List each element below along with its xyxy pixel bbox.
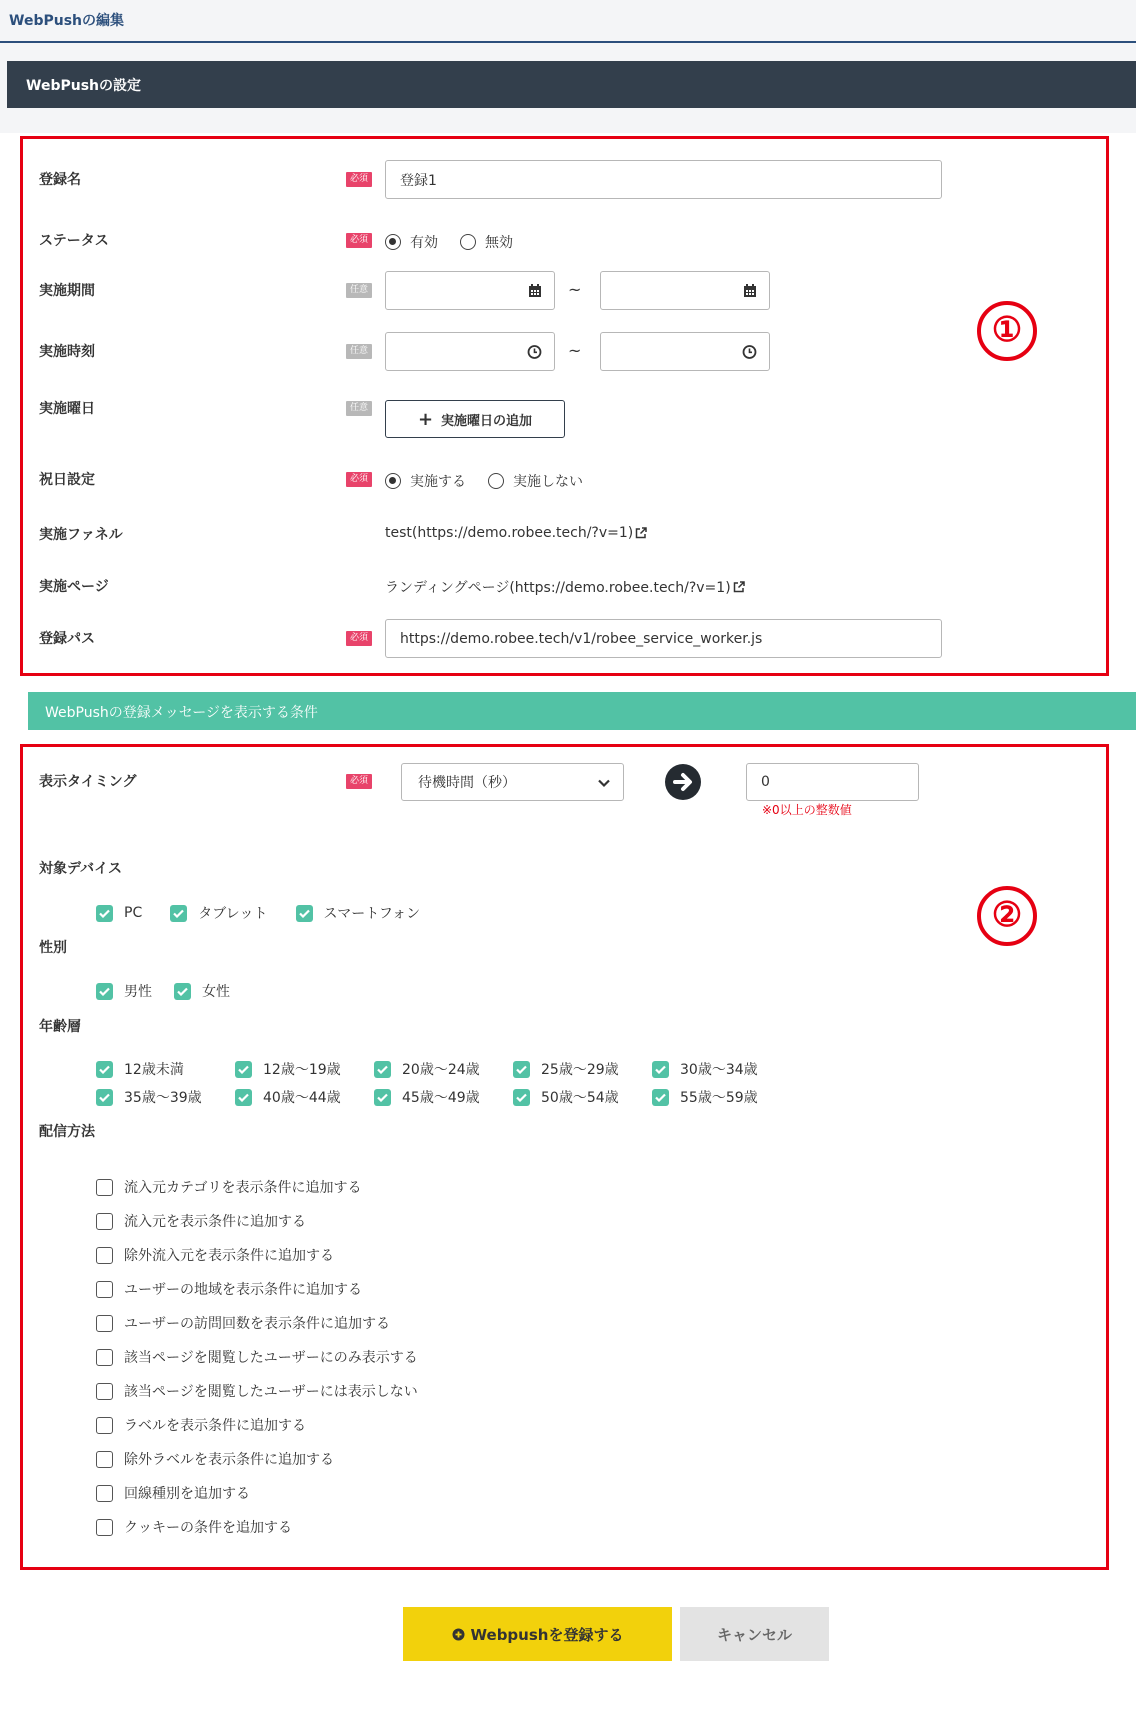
time-start-input[interactable] [385, 332, 555, 371]
device-label: タブレット [198, 906, 268, 922]
delivery-option[interactable] [96, 1211, 306, 1231]
cancel-button[interactable] [680, 1607, 829, 1661]
devices-label: 対象デバイス [39, 861, 123, 877]
status-option-label: 有効 [410, 235, 438, 251]
add-weekday-button[interactable] [385, 400, 565, 438]
checkbox-checked[interactable] [235, 1061, 252, 1078]
checkbox-unchecked[interactable] [96, 1179, 113, 1196]
page-header [0, 0, 1136, 43]
delivery-option[interactable] [96, 1381, 418, 1401]
delivery-option[interactable] [96, 1449, 334, 1469]
delivery-option-label: 該当ページを閲覧したユーザーには表示しない [124, 1384, 418, 1400]
age-option[interactable] [96, 1059, 235, 1079]
checkbox-unchecked[interactable] [96, 1519, 113, 1536]
time-label: 実施時刻 [39, 344, 95, 360]
status-option-label: 無効 [485, 235, 513, 251]
required-badge: 必須 [346, 631, 372, 646]
time-separator: ~ [568, 341, 582, 360]
period-end-input[interactable] [600, 271, 770, 310]
delivery-option[interactable] [96, 1347, 418, 1367]
age-option-label: 12歳～19歳 [263, 1062, 341, 1078]
add-weekday-label: 実施曜日の追加 [441, 413, 533, 429]
status-label: ステータス [39, 233, 109, 249]
period-label: 実施期間 [39, 283, 95, 299]
timing-select-value: 待機時間（秒） [418, 775, 516, 791]
timing-note: ※0以上の整数値 [762, 803, 852, 817]
holiday-option-label: 実施する [410, 474, 466, 490]
delivery-option-label: クッキーの条件を追加する [124, 1520, 292, 1536]
age-option-label: 50歳～54歳 [541, 1090, 619, 1106]
checkbox-checked[interactable] [96, 983, 113, 1000]
gender-female[interactable] [174, 981, 230, 1001]
funnel-link[interactable] [385, 525, 647, 541]
checkbox-checked[interactable] [513, 1061, 530, 1078]
settings-section-title: WebPushの設定 [26, 78, 141, 94]
age-option-label: 20歳～24歳 [402, 1062, 480, 1078]
age-option-label: 25歳～29歳 [541, 1062, 619, 1078]
device-label: PC [124, 905, 143, 921]
checkbox-unchecked[interactable] [96, 1417, 113, 1434]
calendar-icon[interactable] [528, 284, 542, 298]
registration-name-label: 登録名 [39, 172, 81, 188]
holiday-label: 祝日設定 [39, 472, 95, 488]
page-link[interactable] [385, 577, 745, 597]
weekday-label: 実施曜日 [39, 401, 95, 417]
device-label: スマートフォン [323, 906, 421, 922]
plus-circle-icon [452, 1628, 465, 1641]
radio-unselected[interactable] [460, 234, 476, 250]
timing-input-value: 0 [761, 774, 770, 790]
checkbox-checked[interactable] [96, 1089, 113, 1106]
delivery-option[interactable] [96, 1279, 362, 1299]
annotation-number-1: ① [977, 301, 1037, 361]
registration-path-input[interactable] [385, 619, 942, 658]
status-option-inactive[interactable] [460, 232, 513, 252]
timing-label: 表示タイミング [39, 774, 137, 790]
checkbox-unchecked[interactable] [96, 1213, 113, 1230]
age-checkbox-row-1 [96, 1059, 758, 1079]
delivery-option-label: 回線種別を追加する [124, 1486, 250, 1502]
age-option[interactable] [513, 1087, 652, 1107]
age-option-label: 12歳未満 [124, 1062, 184, 1078]
holiday-option-label: 実施しない [513, 474, 583, 490]
delivery-label: 配信方法 [39, 1124, 95, 1140]
checkbox-unchecked[interactable] [96, 1315, 113, 1332]
optional-badge: 任意 [346, 344, 372, 359]
checkbox-checked[interactable] [96, 905, 113, 922]
age-option-label: 40歳～44歳 [263, 1090, 341, 1106]
checkbox-unchecked[interactable] [96, 1349, 113, 1366]
age-option[interactable] [513, 1059, 652, 1079]
checkbox-checked[interactable] [235, 1089, 252, 1106]
gender-option-label: 女性 [202, 984, 230, 1000]
delivery-option-label: 流入元カテゴリを表示条件に追加する [124, 1180, 362, 1196]
delivery-option-label: 除外ラベルを表示条件に追加する [124, 1452, 334, 1468]
checkbox-checked[interactable] [652, 1089, 669, 1106]
delivery-option-label: ユーザーの訪問回数を表示条件に追加する [124, 1316, 390, 1332]
page-title: WebPushの編集 [9, 13, 124, 29]
clock-icon[interactable] [527, 344, 542, 359]
checkbox-unchecked[interactable] [96, 1247, 113, 1264]
device-tablet[interactable] [170, 903, 267, 923]
checkbox-checked[interactable] [513, 1089, 530, 1106]
annotation-number-2: ② [977, 886, 1037, 946]
delivery-option[interactable] [96, 1483, 250, 1503]
calendar-icon[interactable] [743, 284, 757, 298]
timing-select[interactable] [401, 763, 624, 801]
timing-value-input[interactable] [746, 763, 919, 801]
settings-section-header [7, 61, 1136, 108]
gender-label: 性別 [39, 940, 67, 956]
checkbox-unchecked[interactable] [96, 1383, 113, 1400]
checkbox-checked[interactable] [96, 1061, 113, 1078]
delivery-option[interactable] [96, 1313, 390, 1333]
checkbox-checked[interactable] [374, 1061, 391, 1078]
clock-icon[interactable] [742, 344, 757, 359]
age-option[interactable] [235, 1087, 374, 1107]
age-option[interactable] [652, 1087, 758, 1107]
annotation-box-2 [20, 744, 1109, 1570]
status-option-active[interactable] [385, 232, 438, 252]
register-button-label: Webpushを登録する [470, 1625, 624, 1644]
checkbox-checked[interactable] [374, 1089, 391, 1106]
path-label: 登録パス [39, 631, 95, 647]
age-option-label: 45歳～49歳 [402, 1090, 480, 1106]
devices-checkbox-row [96, 903, 420, 923]
age-option-label: 55歳～59歳 [680, 1090, 758, 1106]
register-webpush-button[interactable] [403, 1607, 672, 1661]
checkbox-unchecked[interactable] [96, 1485, 113, 1502]
required-badge: 必須 [346, 233, 372, 248]
age-option[interactable] [96, 1087, 235, 1107]
age-checkbox-row-2 [96, 1087, 758, 1107]
status-radio-group [385, 232, 535, 252]
registration-name-value: 登録1 [400, 172, 437, 189]
period-separator: ~ [568, 280, 582, 299]
delivery-option[interactable] [96, 1517, 292, 1537]
optional-badge: 任意 [346, 283, 372, 298]
age-option[interactable] [374, 1059, 513, 1079]
plus-icon: + [417, 408, 434, 430]
holiday-option-no[interactable] [488, 471, 583, 491]
required-badge: 必須 [346, 472, 372, 487]
registration-path-value: https://demo.robee.tech/v1/robee_service_worker.js [400, 630, 763, 647]
delivery-option-label: ラベルを表示条件に追加する [124, 1418, 306, 1434]
registration-name-input[interactable] [385, 160, 942, 199]
age-option[interactable] [652, 1059, 758, 1079]
delivery-option-label: ユーザーの地域を表示条件に追加する [124, 1282, 362, 1298]
optional-badge: 任意 [346, 401, 372, 416]
device-smartphone[interactable] [296, 903, 421, 923]
holiday-option-yes[interactable] [385, 471, 466, 491]
conditions-section-title: WebPushの登録メッセージを表示する条件 [45, 705, 318, 721]
gender-option-label: 男性 [124, 984, 152, 1000]
gender-checkbox-row [96, 981, 230, 1001]
checkbox-checked[interactable] [170, 905, 187, 922]
age-option[interactable] [374, 1087, 513, 1107]
required-badge: 必須 [346, 774, 372, 789]
checkbox-unchecked[interactable] [96, 1281, 113, 1298]
checkbox-checked[interactable] [296, 905, 313, 922]
delivery-option-label: 除外流入元を表示条件に追加する [124, 1248, 334, 1264]
gender-male[interactable] [96, 981, 152, 1001]
device-pc[interactable] [96, 905, 142, 922]
funnel-label: 実施ファネル [39, 527, 123, 543]
delivery-option-label: 流入元を表示条件に追加する [124, 1214, 306, 1230]
delivery-option[interactable] [96, 1177, 361, 1197]
chevron-down-icon [597, 776, 611, 794]
page-value: ランディングページ(https://demo.robee.tech/?v=1) [385, 580, 731, 596]
age-label: 年齢層 [39, 1019, 81, 1035]
period-start-input[interactable] [385, 271, 555, 310]
age-option-label: 30歳～34歳 [680, 1062, 758, 1078]
age-option[interactable] [235, 1059, 374, 1079]
external-link-icon [635, 527, 647, 539]
radio-selected[interactable] [385, 473, 401, 489]
delivery-option-label: 該当ページを閲覧したユーザーにのみ表示する [124, 1350, 418, 1366]
funnel-value: test(https://demo.robee.tech/?v=1) [385, 525, 634, 541]
radio-unselected[interactable] [488, 473, 504, 489]
arrow-right-circle-icon [665, 764, 701, 800]
page-label: 実施ページ [39, 579, 109, 595]
radio-selected[interactable] [385, 234, 401, 250]
required-badge: 必須 [346, 172, 372, 187]
external-link-icon [733, 581, 745, 593]
age-option-label: 35歳～39歳 [124, 1090, 202, 1106]
delivery-option[interactable] [96, 1245, 334, 1265]
checkbox-checked[interactable] [174, 983, 191, 1000]
checkbox-unchecked[interactable] [96, 1451, 113, 1468]
holiday-radio-group [385, 471, 605, 491]
conditions-section-header [28, 692, 1136, 730]
checkbox-checked[interactable] [652, 1061, 669, 1078]
cancel-button-label: キャンセル [716, 1625, 792, 1644]
time-end-input[interactable] [600, 332, 770, 371]
delivery-option[interactable] [96, 1415, 306, 1435]
